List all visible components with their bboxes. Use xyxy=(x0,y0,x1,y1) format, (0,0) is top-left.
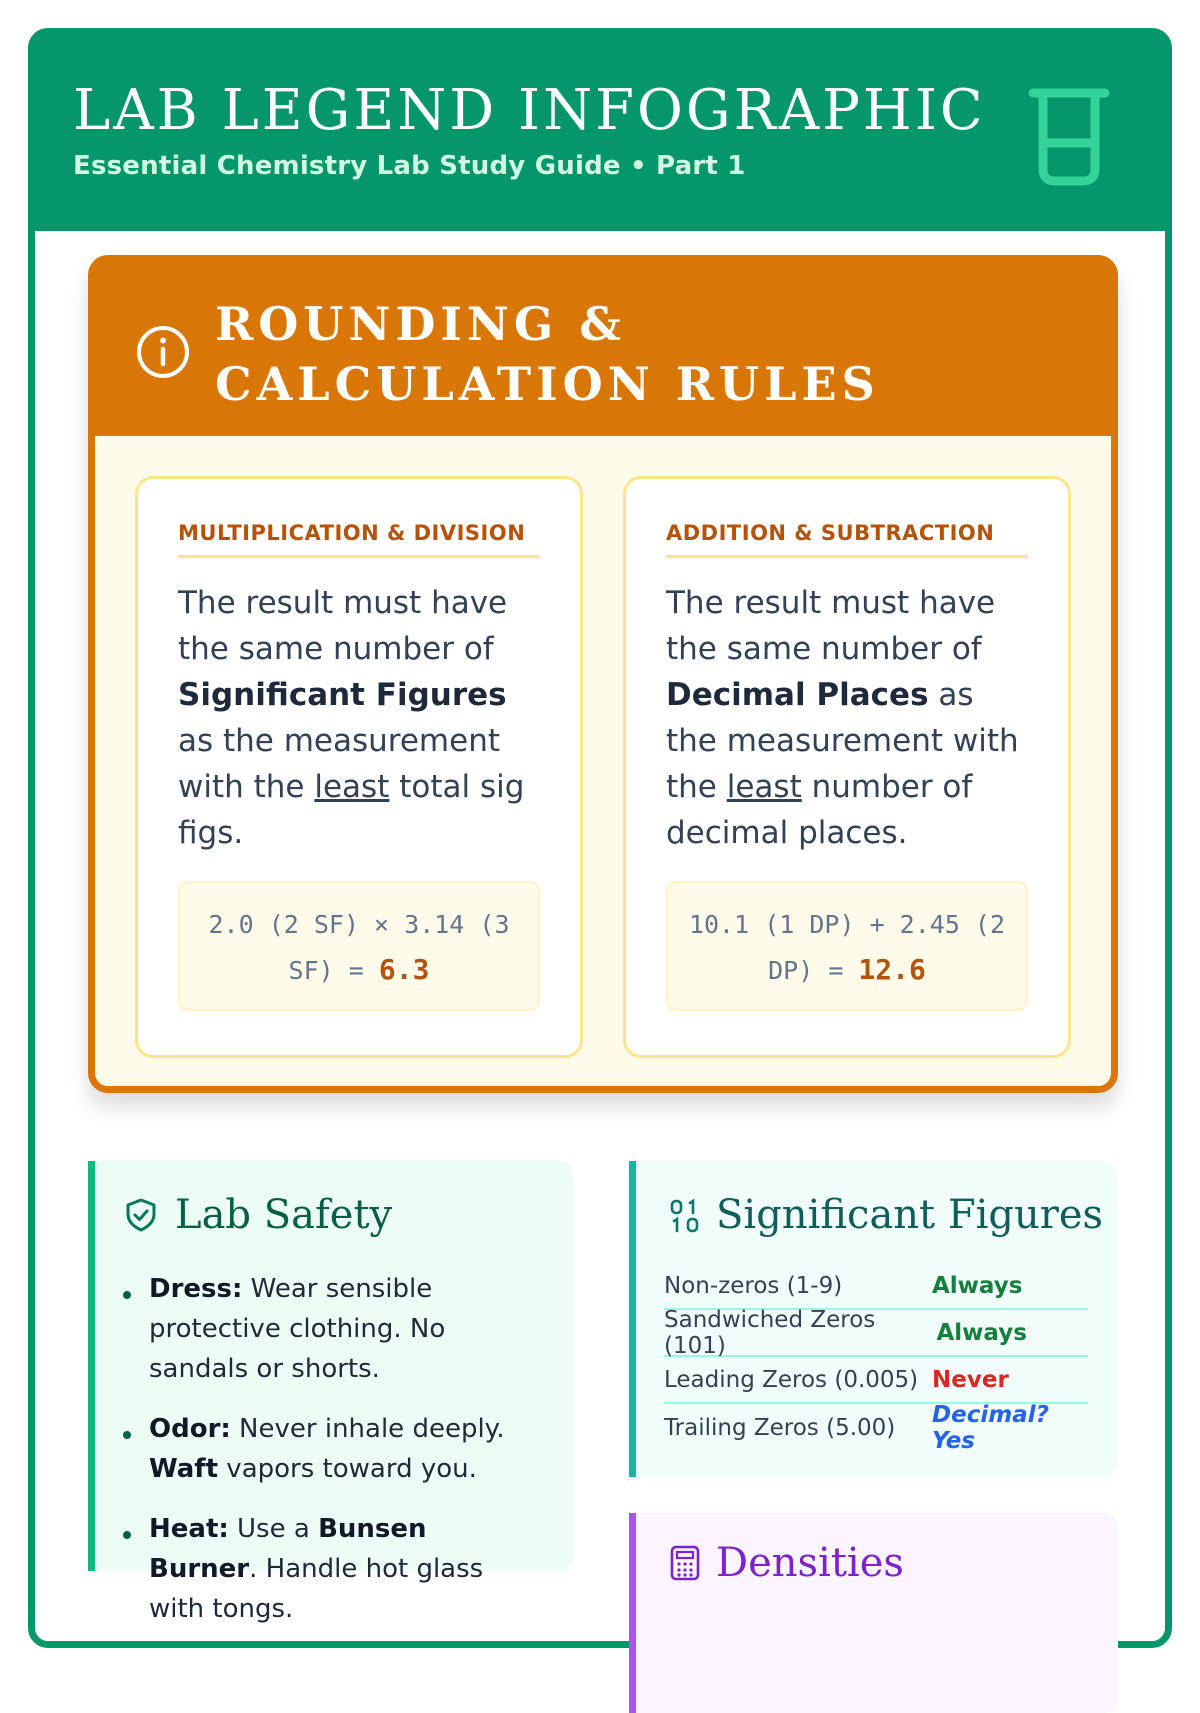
table-row: Leading Zeros (0.005) Never xyxy=(664,1357,1088,1404)
info-icon xyxy=(135,324,191,380)
list-item: Heat: Use a Bunsen Burner. Handle hot glass with tongs. xyxy=(123,1509,543,1629)
binary-icon xyxy=(670,1199,700,1233)
multiplication-rule-text: The result must have the same number of Significant Figures as the measurement with the least total sig figs. xyxy=(178,585,525,851)
multiplication-rule-label: MULTIPLICATION & DIVISION xyxy=(178,521,540,558)
table-row: Trailing Zeros (5.00) Decimal? Yes xyxy=(664,1401,1049,1454)
lab-safety-title: Lab Safety xyxy=(175,1192,393,1238)
multiplication-example: 2.0 (2 SF) × 3.14 (3 SF) = 6.3 xyxy=(178,881,540,1011)
page-subtitle: Essential Chemistry Lab Study Guide • Part 1 xyxy=(73,151,746,181)
addition-rule-label: ADDITION & SUBTRACTION xyxy=(666,521,1028,558)
table-row: Non-zeros (1-9) Always xyxy=(664,1263,1088,1310)
page-header xyxy=(35,35,1165,231)
infographic-frame xyxy=(28,28,1172,1648)
list-item: Dress: Wear sensible protective clothing. No sandals or shorts. xyxy=(123,1269,543,1389)
addition-result: 12.6 xyxy=(858,953,926,986)
sig-figs-table xyxy=(664,1263,1088,1454)
safety-list xyxy=(123,1269,543,1649)
shield-check-icon xyxy=(123,1197,159,1233)
list-item: Odor: Never inhale deeply. Waft vapors toward you. xyxy=(123,1409,543,1489)
lab-safety-card xyxy=(88,1161,573,1624)
addition-rule-text: The result must have the same number of Decimal Places as the measurement with the least number of decimal places. xyxy=(666,585,1019,851)
densities-card xyxy=(629,1513,1118,1713)
rounding-rules-title: ROUNDING & CALCULATION RULES xyxy=(215,297,880,411)
addition-rule-box xyxy=(623,476,1071,1058)
page-title: LAB LEGEND INFOGRAPHIC xyxy=(73,78,986,143)
table-row: Sandwiched Zeros (101) Always xyxy=(664,1310,1088,1357)
addition-example: 10.1 (1 DP) + 2.45 (2 DP) = 12.6 xyxy=(666,881,1028,1011)
significant-figures-card xyxy=(629,1161,1118,1477)
rounding-rules-card xyxy=(88,255,1118,1093)
beaker-icon xyxy=(1029,87,1109,187)
multiplication-rule-box xyxy=(135,476,583,1058)
significant-figures-title: Significant Figures xyxy=(716,1192,1104,1238)
calculator-icon xyxy=(670,1545,700,1581)
densities-title: Densities xyxy=(716,1540,904,1586)
multiplication-result: 6.3 xyxy=(378,953,430,986)
rounding-rules-header xyxy=(95,262,1111,436)
